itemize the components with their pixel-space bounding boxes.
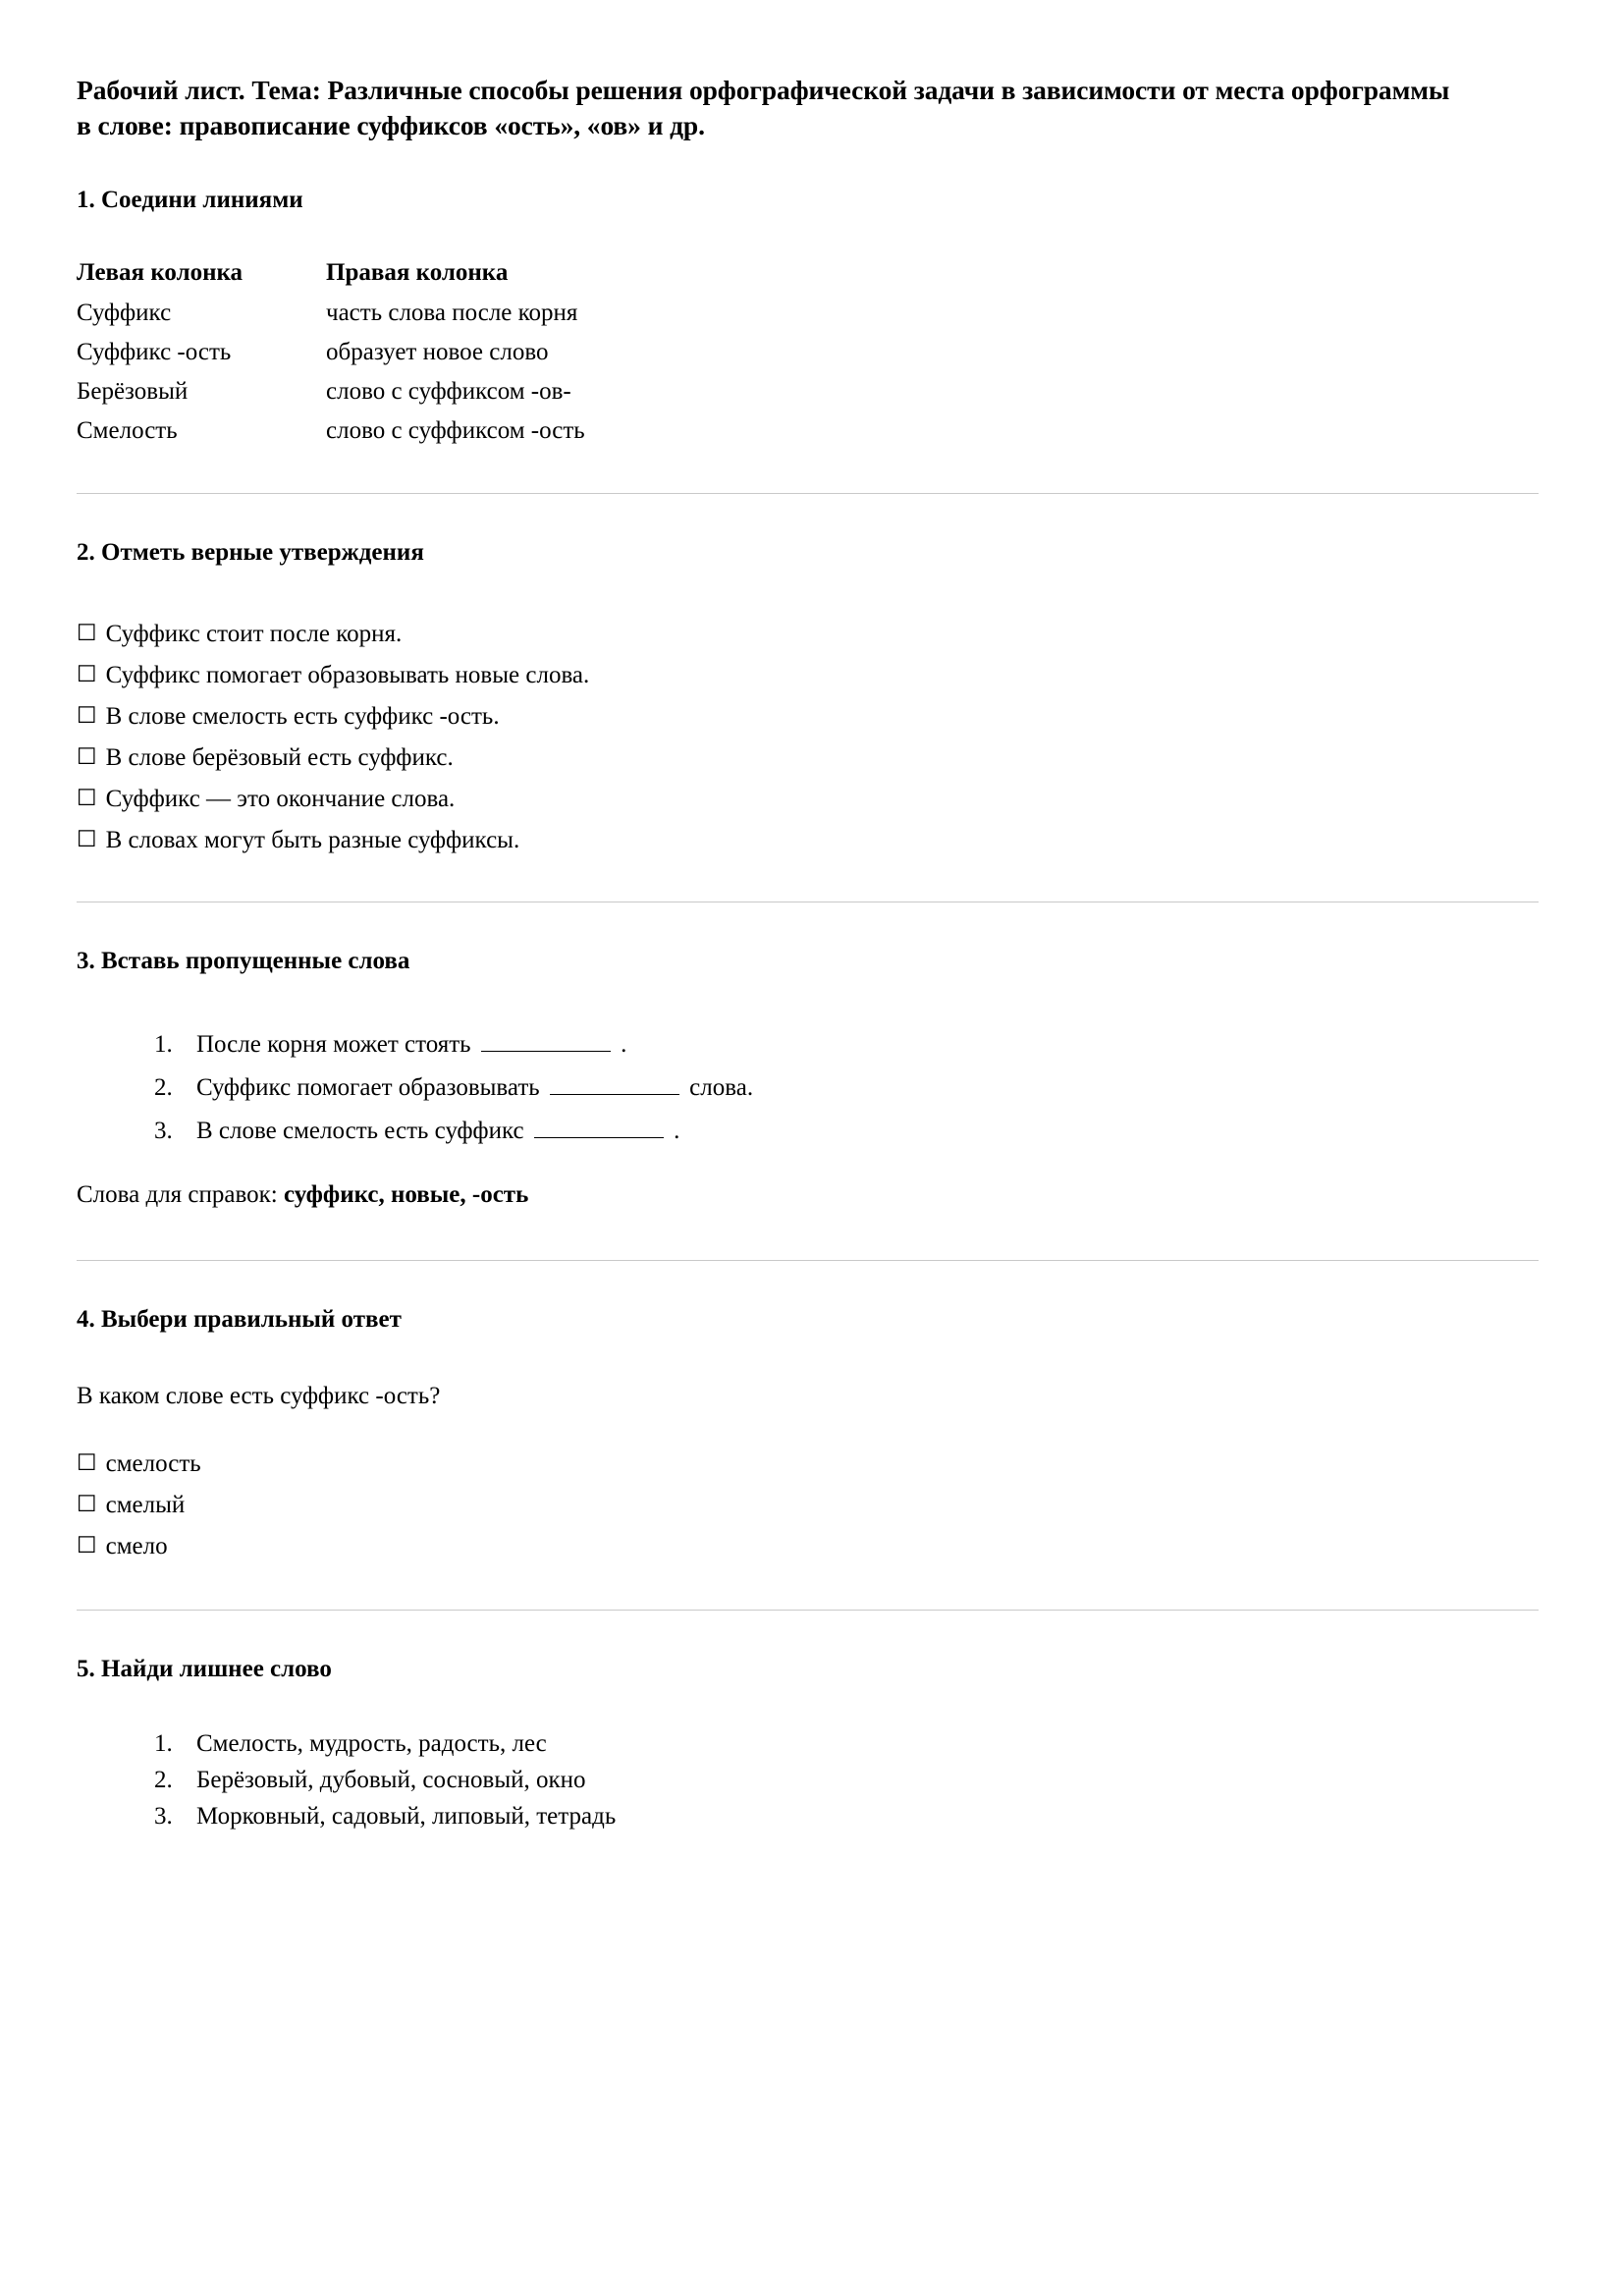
section-match-lines: [77, 185, 1539, 458]
statement-label: Суффикс стоит после корня.: [105, 621, 403, 647]
spacer: [77, 1242, 1539, 1260]
section-5-heading: 5. Найди лишнее слово: [77, 1655, 332, 1682]
spacer: [77, 494, 1539, 537]
spacer: [77, 1558, 1539, 1594]
table-row[interactable]: [77, 301, 585, 340]
spacer: [77, 1684, 1539, 1731]
blank-input[interactable]: [481, 1027, 611, 1052]
list-item[interactable]: [77, 1451, 1539, 1476]
checkbox-icon[interactable]: ☐: [77, 662, 97, 687]
section-2-heading: 2. Отметь верные утверждения: [77, 538, 424, 566]
list-item[interactable]: [77, 704, 1539, 729]
spacer: [77, 1594, 1539, 1610]
list-item[interactable]: [77, 622, 1539, 646]
match-left-item[interactable]: Суффикс -ость: [77, 338, 232, 365]
table-row[interactable]: [77, 379, 585, 418]
match-right-item[interactable]: слово с суффиксом -ость: [326, 416, 585, 444]
checkbox-icon[interactable]: ☐: [77, 1532, 97, 1558]
word-group-text: Морковный, садовый, липовый, тетрадь: [196, 1803, 617, 1830]
spacer: [77, 976, 1539, 1027]
spacer: [77, 888, 1539, 902]
column-header-left: Левая колонка: [77, 258, 243, 286]
statement-label: Суффикс помогает образовывать новые слова.: [105, 662, 590, 688]
section-fill-in-blanks: [77, 946, 1539, 1207]
section-4-heading: 4. Выбери правильный ответ: [77, 1305, 402, 1333]
checkbox-icon[interactable]: ☐: [77, 703, 97, 729]
list-item[interactable]: [77, 1493, 1539, 1517]
list-item[interactable]: [77, 828, 1539, 852]
spacer: [77, 568, 1539, 622]
match-table-head: [77, 260, 585, 301]
checkbox-icon[interactable]: ☐: [77, 827, 97, 852]
spacer: [77, 1335, 1539, 1384]
checkbox-icon[interactable]: ☐: [77, 621, 97, 646]
section-find-odd-word: [77, 1654, 1539, 1829]
page-title: [77, 73, 1456, 143]
match-left-item[interactable]: Смелость: [77, 416, 178, 444]
table-row[interactable]: [77, 418, 585, 458]
list-item[interactable]: [77, 745, 1539, 770]
reference-words-line: [77, 1182, 1539, 1207]
match-table-body: [77, 301, 585, 458]
list-item[interactable]: [179, 1768, 1539, 1792]
word-group-text: Берёзовый, дубовый, сосновый, окно: [196, 1767, 586, 1793]
statement-label: В слове берёзовый есть суффикс.: [105, 744, 454, 771]
blank-prompt-before: В слове смелость есть суффикс: [196, 1117, 524, 1144]
list-item: [179, 1027, 1539, 1057]
checkbox-icon[interactable]: ☐: [77, 786, 97, 811]
spacer: [77, 1207, 1539, 1242]
spacer: [77, 1611, 1539, 1654]
list-item[interactable]: [77, 1534, 1539, 1558]
blank-prompt-after: слова.: [689, 1073, 754, 1101]
spacer: [77, 852, 1539, 888]
section-multiple-choice: [77, 1304, 1539, 1558]
blank-input[interactable]: [550, 1070, 679, 1095]
answer-option-label: смелость: [105, 1449, 201, 1477]
section-true-statements: [77, 537, 1539, 852]
section-3-heading: 3. Вставь пропущенные слова: [77, 948, 410, 974]
blank-prompt-after: .: [621, 1031, 627, 1058]
match-table: [77, 260, 585, 458]
question-text: В каком слове есть суффикс -ость?: [77, 1382, 441, 1409]
word-group-text: Смелость, мудрость, радость, лес: [196, 1730, 547, 1757]
spacer: [77, 458, 1539, 493]
match-right-item[interactable]: образует новое слово: [326, 338, 549, 365]
list-item[interactable]: [77, 787, 1539, 811]
page-title-line-2: места орфограммы в слове: правописание суффиксов «ость», «ов» и др.: [77, 75, 1450, 140]
answer-option-list: [77, 1451, 1539, 1558]
match-left-item[interactable]: Берёзовый: [77, 377, 189, 405]
list-item: [179, 1070, 1539, 1100]
statement-label: Суффикс — это окончание слова.: [105, 786, 456, 812]
reference-words-value: суффикс, новые, -ость: [283, 1180, 529, 1208]
table-header-row: [77, 260, 585, 301]
checkbox-icon[interactable]: ☐: [77, 1449, 97, 1476]
match-right-item[interactable]: часть слова после корня: [326, 299, 578, 326]
checkbox-icon[interactable]: ☐: [77, 744, 97, 770]
section-1-heading: 1. Соедини линиями: [77, 186, 303, 213]
spacer: [77, 1261, 1539, 1304]
fill-blank-list: [77, 1027, 1539, 1142]
spacer: [77, 1143, 1539, 1182]
blank-prompt-before: Суффикс помогает образовывать: [196, 1073, 540, 1101]
column-header-right: Правая колонка: [326, 258, 509, 286]
spacer: [77, 902, 1539, 946]
answer-option-label: смелый: [105, 1491, 186, 1518]
blank-prompt-before: После корня может стоять: [196, 1031, 471, 1058]
blank-input[interactable]: [534, 1114, 664, 1138]
spacer: [77, 1408, 1539, 1451]
statement-label: В словах могут быть разные суффиксы.: [105, 827, 520, 853]
reference-words-label: Слова для справок:: [77, 1180, 278, 1208]
list-item[interactable]: [77, 663, 1539, 687]
list-item[interactable]: [179, 1804, 1539, 1829]
list-item: [179, 1114, 1539, 1143]
checkbox-icon[interactable]: ☐: [77, 1491, 97, 1517]
statement-checkbox-list: [77, 622, 1539, 852]
table-row[interactable]: [77, 340, 585, 379]
match-left-item[interactable]: Суффикс: [77, 299, 172, 326]
statement-label: В слове смелость есть суффикс -ость.: [105, 703, 500, 730]
page-title-line-1: Рабочий лист. Тема: Различные способы решения орфографической задачи в зависимости от: [77, 75, 1209, 105]
spacer: [77, 149, 1539, 185]
answer-option-label: смело: [105, 1532, 168, 1559]
odd-word-list: [77, 1731, 1539, 1829]
match-right-item[interactable]: слово с суффиксом -ов-: [326, 377, 571, 405]
spacer: [77, 215, 1539, 260]
list-item[interactable]: [179, 1731, 1539, 1756]
blank-prompt-after: .: [674, 1117, 680, 1144]
